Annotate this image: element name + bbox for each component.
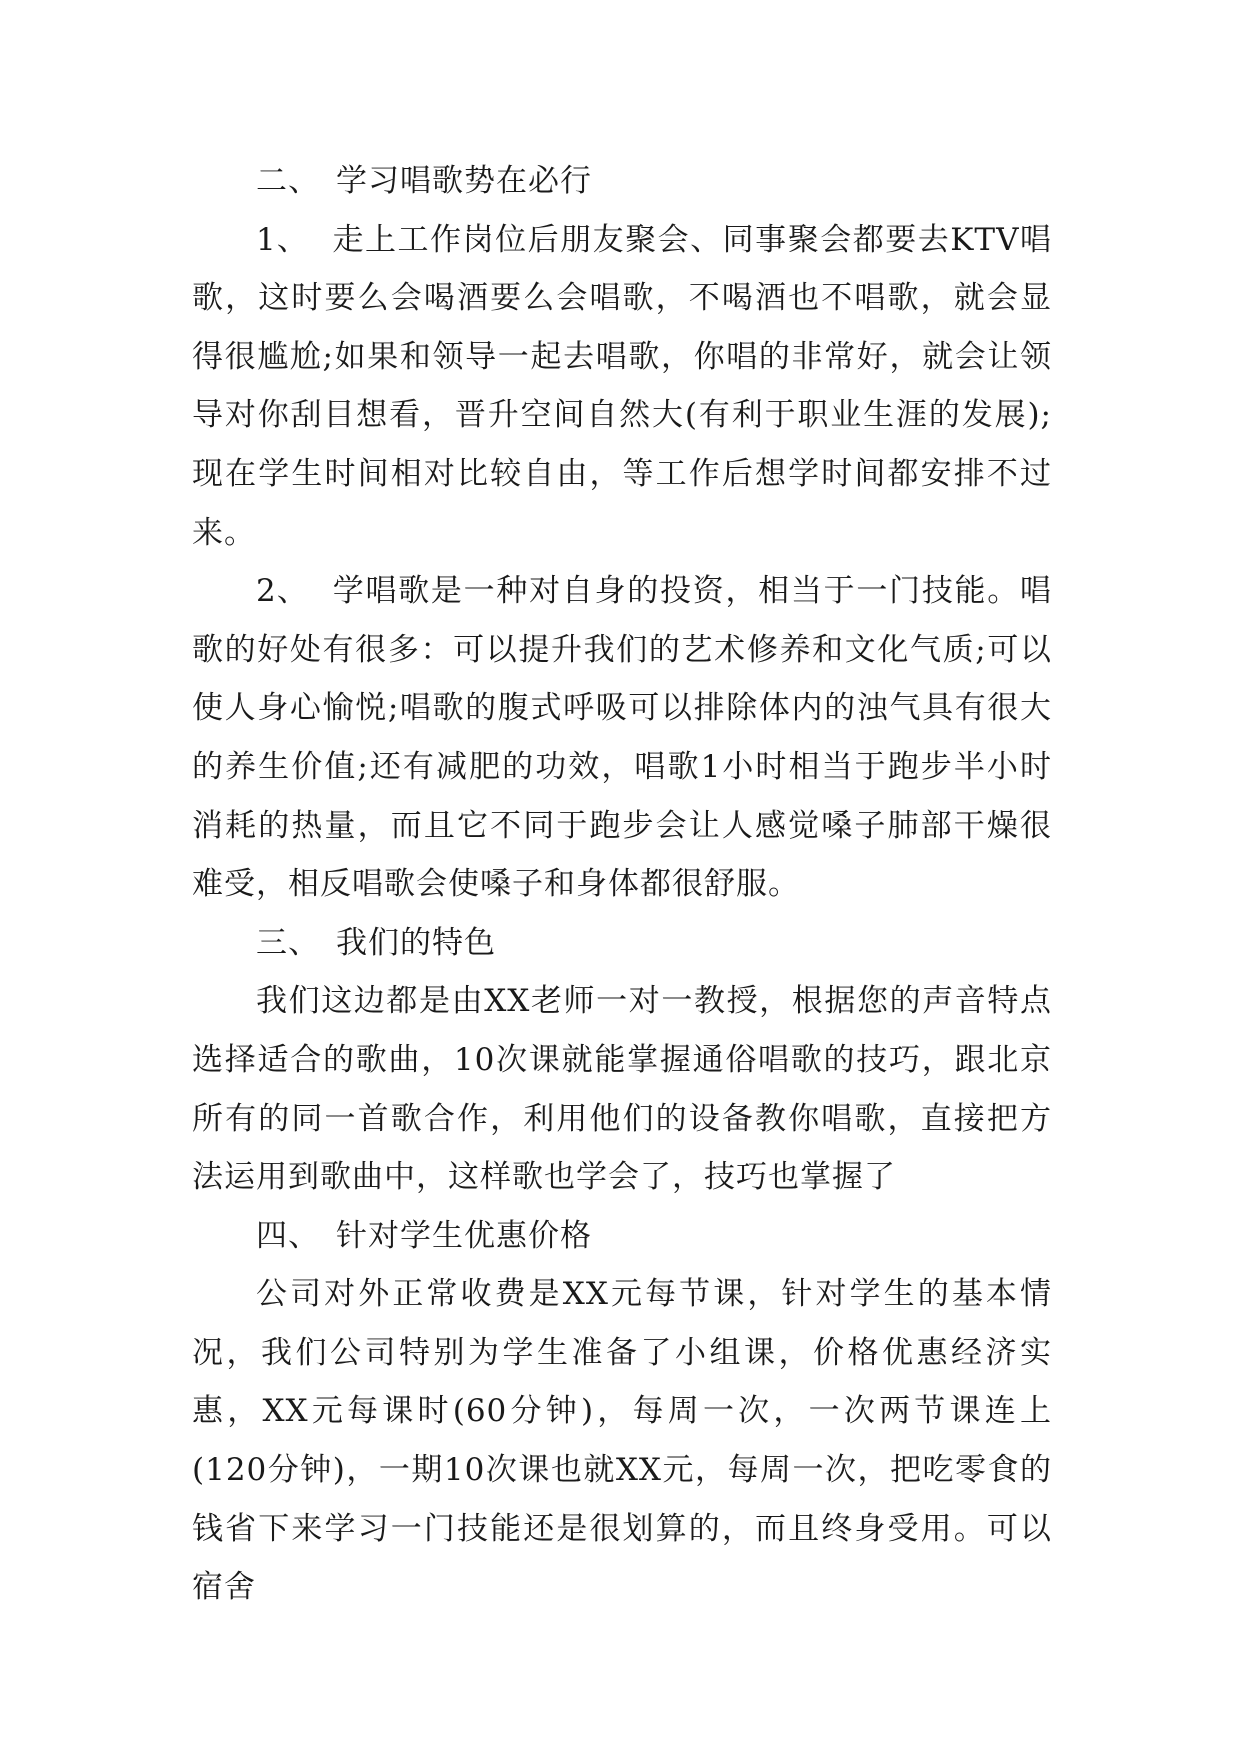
paragraph-text: 走上工作岗位后朋友聚会、同事聚会都要去KTV唱歌，这时要么会喝酒要么会唱歌，不喝酒也不唱歌，就会显得很尴尬;如果和领导一起去唱歌，你唱的非常好，就会让领导对你刮目想看，晋升空间自然大(有利于职业生涯的发展);现在学生时间相对比较自由，等工作后想学时间都安排不过来。 (192, 221, 1052, 551)
paragraph-2 (192, 562, 1052, 914)
paragraph-text: 学唱歌是一种对自身的投资，相当于一门技能。唱歌的好处有很多：可以提升我们的艺术修养和文化气质;可以使人身心愉悦;唱歌的腹式呼吸可以排除体内的浊气具有很大的养生价值;还有减肥的功效，唱歌1小时相当于跑步半小时消耗的热量，而且它不同于跑步会让人感觉嗓子肺部干燥很难受，相反唱歌会使嗓子和身体都很舒服。 (192, 573, 1052, 903)
heading-title: 针对学生优惠价格 (336, 1217, 592, 1254)
heading-title: 学习唱歌势在必行 (336, 163, 592, 199)
section-heading-3 (192, 914, 1052, 973)
paragraph-1 (192, 211, 1052, 563)
paragraph-4: 公司对外正常收费是XX元每节课，针对学生的基本情况，我们公司特别为学生准备了小组课，价格优惠经济实惠，XX元每课时(60分钟)，每周一次，一次两节课连上(120分钟)，一期10次课也就XX元，每周一次，把吃零食的钱省下来学习一门技能还是很划算的，而且终身受用。可以宿舍 (192, 1276, 1052, 1606)
section-heading-4 (192, 1207, 1052, 1266)
heading-number: 二、 (256, 163, 320, 199)
paragraph-number: 2、 (256, 573, 309, 610)
heading-number: 四、 (256, 1217, 320, 1254)
section-heading-2 (192, 152, 1052, 211)
heading-title: 我们的特色 (336, 924, 496, 961)
paragraph-number: 1、 (256, 221, 309, 258)
document-body (192, 152, 1052, 1617)
heading-number: 三、 (256, 924, 320, 961)
paragraph-3: 我们这边都是由XX老师一对一教授，根据您的声音特点选择适合的歌曲，10次课就能掌握通俗唱歌的技巧，跟北京所有的同一首歌合作，利用他们的设备教你唱歌，直接把方法运用到歌曲中，这样歌也学会了，技巧也掌握了 (192, 983, 1052, 1196)
